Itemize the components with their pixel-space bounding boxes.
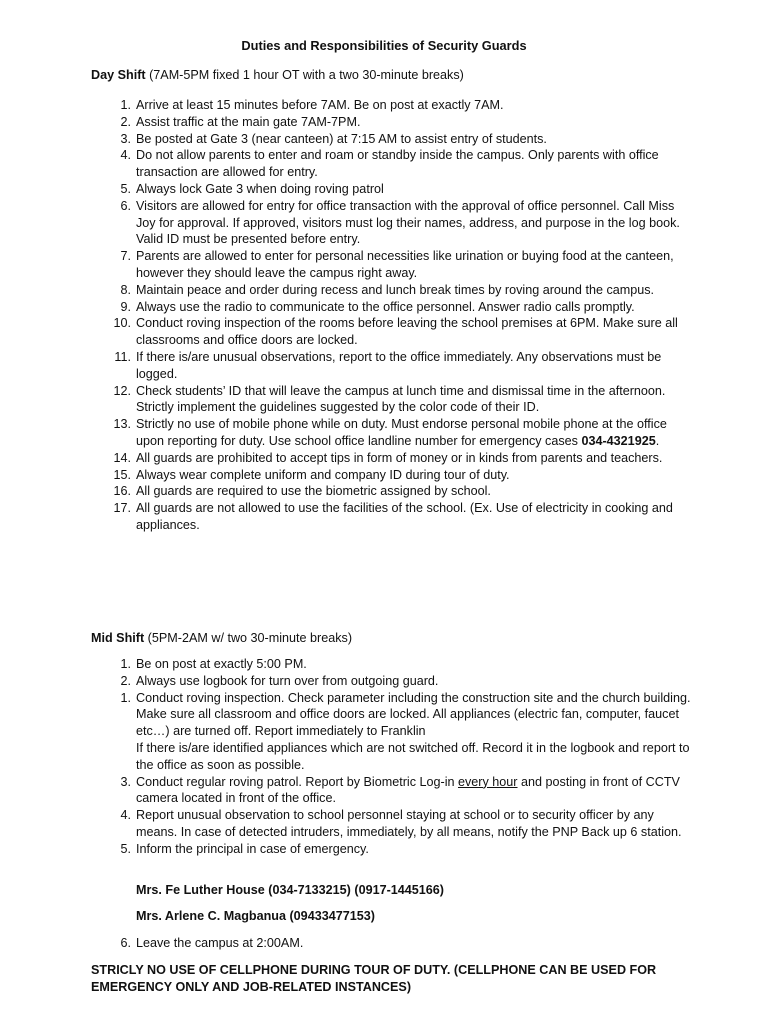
list-item: 16. All guards are required to use the biometric assigned by school. — [113, 484, 491, 499]
list-item: 14. All guards are prohibited to accept tips in form of money or in kinds from parents and teachers. — [113, 450, 663, 465]
document-title: Duties and Responsibilities of Security Guards — [241, 38, 527, 53]
list-item: 10. Conduct roving inspection of the rooms before leaving the school premises at 6PM. Make sure all classrooms and office doors are locked. — [113, 316, 678, 348]
list-item: 6. Leave the campus at 2:00AM. — [120, 936, 304, 950]
list-item: 13. Strictly no use of mobile phone while on duty. Must endorse personal mobile phone at the office upon reporting for duty. Use school office landline number for emergency cases 034-4321925. — [113, 417, 667, 448]
list-item: 17. All guards are not allowed to use the facilities of the school. (Ex. Use of electricity in cooking and appliances. — [113, 501, 673, 532]
day-shift-heading — [91, 67, 464, 84]
principal-contact-2: Mrs. Arlene C. Magbanua (09433477153) — [136, 909, 375, 923]
list-item: 1. Conduct roving inspection. Check parameter including the construction site and the church building. Make sure all classroom and office doors are locked. All appliances (electric fan, computer, faucet etc…) are turned off. Report immediately to Franklin If there is/are identified appliances which are not switched off. Record it in the logbook and report to the office as soon as possible. — [120, 690, 691, 772]
list-item: 5. Always lock Gate 3 when doing roving patrol — [120, 181, 384, 196]
day-shift-detail: (7AM-5PM fixed 1 hour OT with a two 30-minute breaks) — [149, 68, 464, 82]
list-item: 9. Always use the radio to communicate to the office personnel. Answer radio calls promptly. — [120, 299, 635, 314]
mid-shift-list-continued — [91, 935, 691, 952]
list-item: 1. Arrive at least 15 minutes before 7AM. Be on post at exactly 7AM. — [120, 98, 504, 112]
list-item: 11. If there is/are unusual observations, report to the office immediately. Any observations must be logged. — [114, 349, 662, 381]
list-item: 8. Maintain peace and order during recess and lunch break times by roving around the campus. — [120, 282, 655, 297]
list-item: 15. Always wear complete uniform and company ID during tour of duty. — [113, 467, 510, 482]
list-item: 2. Assist traffic at the main gate 7AM-7PM. — [120, 114, 361, 129]
day-shift-list — [91, 97, 691, 534]
principal-contact-1: Mrs. Fe Luther House (034-7133215) (0917-1445166) — [136, 883, 444, 897]
mid-shift-detail: (5PM-2AM w/ two 30-minute breaks) — [147, 631, 353, 645]
cellphone-policy-note: STRICLY NO USE OF CELLPHONE DURING TOUR OF DUTY. (CELLPHONE CAN BE USED FOR EMERGENCY ONLY AND JOB-RELATED INSTANCES) — [91, 963, 657, 994]
emergency-landline: 034-4321925 — [581, 433, 656, 448]
list-item: 2. Always use logbook for turn over from outgoing guard. — [120, 673, 439, 688]
mid-shift-heading — [91, 630, 352, 647]
list-item: 5. Inform the principal in case of emergency. — [120, 841, 369, 856]
mid-shift-label: Mid Shift — [91, 631, 145, 645]
day-shift-label: Day Shift — [91, 68, 146, 82]
list-item: 3. Be posted at Gate 3 (near canteen) at 7:15 AM to assist entry of students. — [120, 131, 547, 146]
mid-shift-list — [91, 656, 691, 858]
every-hour-emphasis: every hour — [458, 774, 518, 789]
list-item: 3. Conduct regular roving patrol. Report by Biometric Log-in every hour and posting in front of CCTV camera located in front of the office. — [120, 774, 680, 806]
list-item: 12. Check students’ ID that will leave the campus at lunch time and dismissal time in the afternoon. Strictly implement the guidelines suggested by the color code of their ID. — [113, 383, 666, 415]
list-item: 4. Do not allow parents to enter and roam or standby inside the campus. Only parents with office transaction are allowed for entry. — [120, 148, 659, 180]
list-item: 4. Report unusual observation to school personnel staying at school or to security officer by any means. In case of detected intruders, immediately, by all means, notify the PNP Back up 6 station. — [120, 808, 682, 839]
list-item: 6. Visitors are allowed for entry for office transaction with the approval of office personnel. Call Miss Joy for approval. If approved, visitors must log their names, address, and purpose in the log book. Valid ID must be presented before entry. — [120, 198, 680, 247]
list-item: 1. Be on post at exactly 5:00 PM. — [120, 657, 307, 671]
list-item: 7. Parents are allowed to enter for personal necessities like urination or buying food at the canteen, however they should leave the campus right away. — [120, 249, 674, 280]
